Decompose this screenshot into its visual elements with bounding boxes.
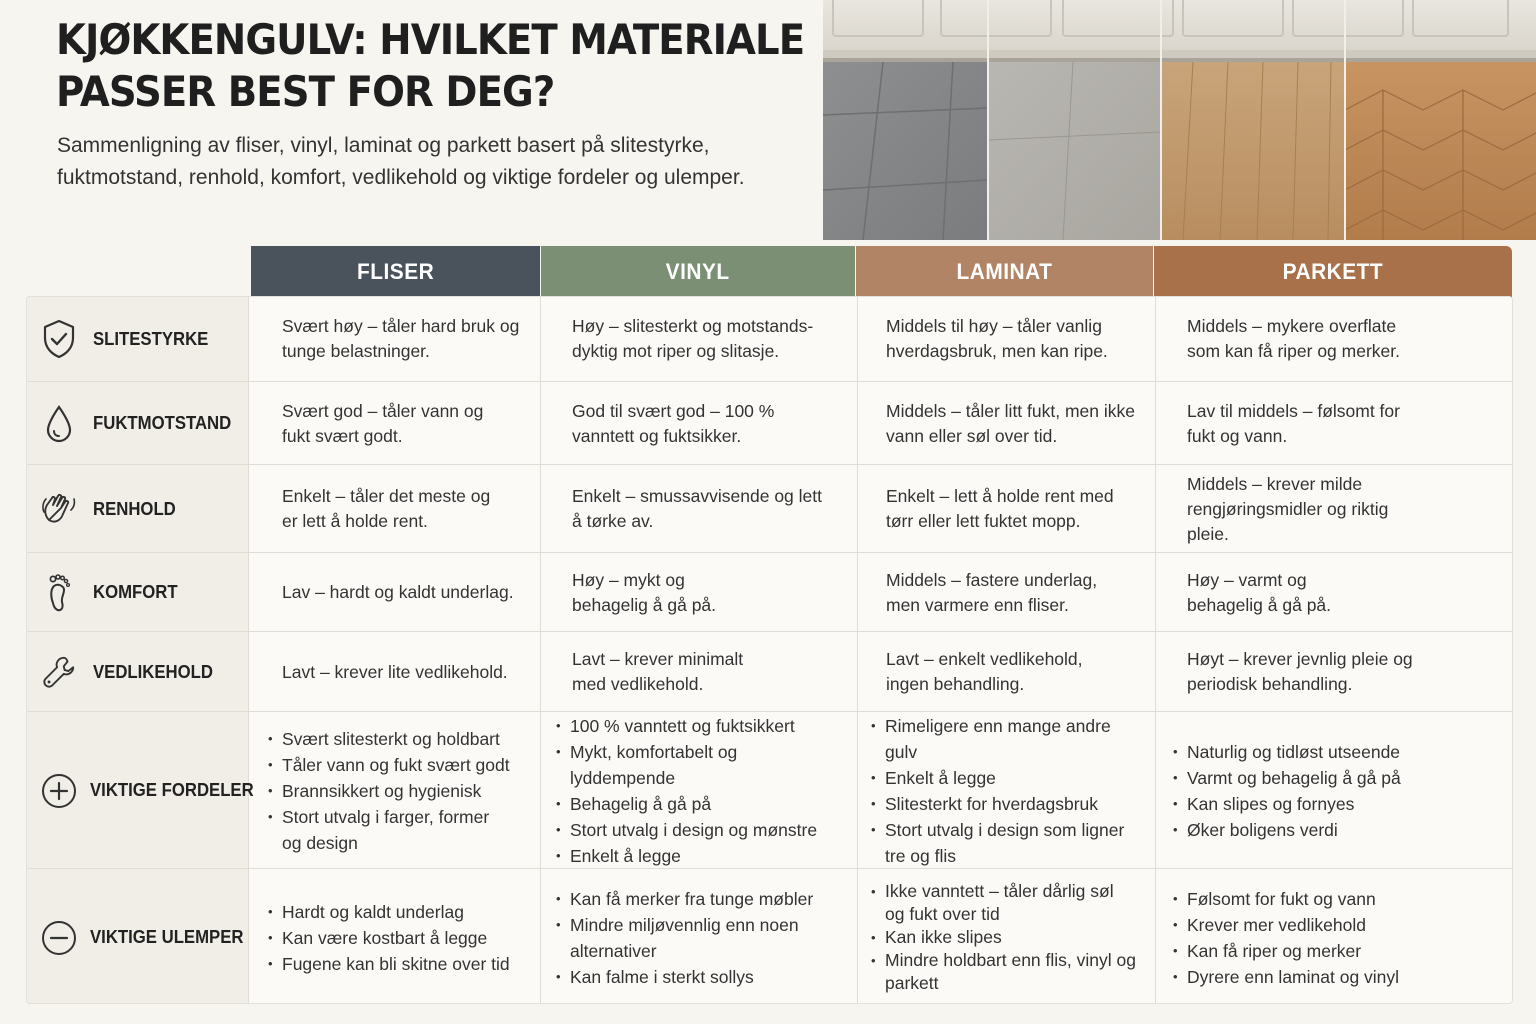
list-vinyl-fordeler (540, 713, 857, 869)
table-row (27, 711, 1513, 868)
table-row (27, 381, 1513, 464)
cell-parkett (1155, 632, 1513, 712)
list-item: • Rimeligere enn mange andre gulv (871, 713, 1145, 765)
list-item: • Kan være kostbart å legge (268, 925, 510, 951)
row-header-fordeler (27, 712, 254, 869)
column-header-label: LAMINAT (956, 258, 1053, 284)
row-header-ulemper (27, 869, 248, 1004)
cell-text: Enkelt – tåler det meste og er lett å holde rent. (282, 486, 491, 531)
cell-fliser (248, 553, 540, 632)
row-header-komfort (27, 553, 248, 632)
cell-laminat (857, 297, 1155, 381)
row-header-renhold (27, 465, 248, 553)
list-item: • Behagelig å gå på (556, 791, 847, 817)
cell-fliser (248, 382, 540, 465)
column-header-label: FLISER (356, 258, 435, 284)
cell-text: Høy – varmt og behagelig å gå på. (1187, 569, 1332, 615)
cell-parkett (1155, 869, 1513, 1004)
cell-vinyl (540, 869, 857, 1004)
cell-text: Høy – mykt og behagelig å gå på. (572, 569, 717, 615)
cell-fliser (248, 465, 540, 553)
wrench-icon (41, 652, 77, 692)
list-item: • Stort utvalg i farger, former og design (268, 804, 530, 856)
cell-fliser (248, 869, 540, 1004)
list-laminat-fordeler (857, 713, 1155, 869)
cell-fliser (248, 632, 540, 712)
list-item: • Tåler vann og fukt svært godt (268, 752, 530, 778)
water-drop-icon (41, 404, 77, 444)
cell-text: Lav – hardt og kaldt underlag. (282, 582, 514, 602)
list-item: • Mindre holdbart enn flis, vinyl og parkett (871, 949, 1145, 995)
list-fliser-fordeler (248, 726, 540, 856)
table-body (26, 296, 1513, 1004)
floor-samples-photo (823, 0, 1536, 240)
cell-fliser (248, 712, 540, 869)
list-item: • Fugene kan bli skitne over tid (268, 951, 510, 977)
list-item: • Kan slipes og fornyes (1173, 791, 1401, 817)
column-header-label: VINYL (666, 258, 730, 284)
table-row (27, 631, 1513, 711)
row-label: VEDLIKEHOLD (93, 661, 213, 682)
table-row (27, 464, 1513, 552)
list-item: • Enkelt å legge (556, 843, 847, 869)
title-line-2: PASSER BEST FOR DEG? (56, 67, 555, 116)
cell-parkett (1155, 382, 1513, 465)
list-item: • Varmt og behagelig å gå på (1173, 765, 1401, 791)
comparison-table (26, 246, 1513, 1004)
title-line-1: KJØKKENGULV: HVILKET MATERIALE (56, 15, 805, 64)
cell-vinyl (540, 553, 857, 632)
minus-circle-icon (41, 918, 77, 958)
cell-vinyl (540, 297, 857, 381)
row-header-vedlikehold (27, 632, 248, 712)
column-header-laminat (856, 246, 1153, 297)
shield-check-icon (41, 319, 77, 359)
list-parkett-fordeler (1155, 739, 1411, 843)
cell-text: Svært høy – tåler hard bruk og tunge belastninger. (282, 316, 520, 361)
list-item: • Følsomt for fukt og vann (1173, 886, 1399, 912)
cell-vinyl (540, 465, 857, 553)
cell-text: Middels – tåler litt fukt, men ikke vann eller søl over tid. (886, 400, 1135, 446)
table-row (27, 552, 1513, 631)
column-header-parkett (1154, 246, 1512, 297)
list-item: • Enkelt å legge (871, 765, 1145, 791)
row-label: KOMFORT (93, 582, 178, 602)
cell-vinyl (540, 382, 857, 465)
cell-text: Middels – krever milde rengjøringsmidler og riktig pleie. (1187, 473, 1389, 544)
list-item: • Ikke vanntett – tåler dårlig søl og fukt over tid (871, 880, 1145, 926)
page-subtitle (57, 130, 777, 194)
cell-parkett (1155, 465, 1513, 553)
subtitle-line-2: fuktmotstand, renhold, komfort, vedlikehold og viktige fordeler og ulemper. (57, 166, 745, 189)
cell-laminat (857, 465, 1155, 553)
page-title (56, 14, 805, 118)
row-header-fuktmotstand (27, 382, 248, 465)
list-item: • Slitesterkt for hverdagsbruk (871, 791, 1145, 817)
list-item: • Svært slitesterkt og holdbart (268, 726, 530, 752)
cell-parkett (1155, 712, 1513, 869)
cell-parkett (1155, 553, 1513, 632)
cell-laminat (857, 869, 1155, 1004)
list-item: • Naturlig og tidløst utseende (1173, 739, 1401, 765)
list-item: • Krever mer vedlikehold (1173, 912, 1399, 938)
cell-text: Lavt – enkelt vedlikehold, ingen behandling. (886, 649, 1083, 694)
list-item: • Kan få merker fra tunge møbler (556, 886, 817, 912)
cell-text: Lavt – krever minimalt med vedlikehold. (572, 649, 744, 694)
list-vinyl-ulemper (540, 886, 857, 990)
row-label: VIKTIGE ULEMPER (90, 927, 244, 947)
list-item: • Stort utvalg i design som ligner tre og flis (871, 817, 1145, 869)
column-header-fliser (251, 246, 540, 297)
cell-laminat (857, 382, 1155, 465)
row-label: SLITESTYRKE (93, 328, 209, 349)
list-parkett-ulemper (1155, 886, 1409, 990)
cell-text: Middels til høy – tåler vanlig hverdagsbruk, men kan ripe. (886, 316, 1108, 361)
list-item: • Mindre miljøvennlig enn noen alternativer (556, 912, 817, 964)
cell-text: Lav til middels – følsomt for fukt og vann. (1187, 400, 1400, 446)
cell-text: Høy – slitesterkt og motstands-dyktig mot riper og slitasje. (572, 316, 814, 361)
cell-text: Svært god – tåler vann og fukt svært godt. (282, 400, 484, 446)
list-item: • Kan få riper og merker (1173, 938, 1399, 964)
cell-laminat (857, 712, 1155, 869)
list-item: • 100 % vanntett og fuktsikkert (556, 713, 847, 739)
row-label: RENHOLD (93, 498, 176, 519)
column-header-label: PARKETT (1282, 258, 1384, 284)
list-laminat-ulemper (857, 880, 1155, 995)
cell-text: Middels – fastere underlag, men varmere enn fliser. (886, 569, 1098, 615)
list-fliser-ulemper (248, 899, 520, 977)
list-item: • Mykt, komfortabelt og lyddempende (556, 739, 847, 791)
subtitle-line-1: Sammenligning av fliser, vinyl, laminat og parkett basert på slitestyrke, (57, 134, 710, 157)
list-item: • Dyrere enn laminat og vinyl (1173, 964, 1399, 990)
row-label: VIKTIGE FORDELER (90, 780, 254, 800)
cell-text: Middels – mykere overflate som kan få riper og merker. (1187, 316, 1400, 361)
row-label: FUKTMOTSTAND (93, 413, 232, 433)
cell-text: God til svært god – 100 % vanntett og fuktsikker. (572, 400, 775, 446)
table-row (27, 297, 1513, 381)
cell-parkett (1155, 297, 1513, 381)
list-item: • Hardt og kaldt underlag (268, 899, 510, 925)
cell-laminat (857, 553, 1155, 632)
footprint-icon (41, 573, 77, 613)
cell-text: Høyt – krever jevnlig pleie og periodisk behandling. (1187, 649, 1413, 694)
list-item: • Brannsikkert og hygienisk (268, 778, 530, 804)
cell-laminat (857, 632, 1155, 712)
row-header-slitestyrke (27, 297, 248, 381)
list-item: • Øker boligens verdi (1173, 817, 1401, 843)
cell-vinyl (540, 632, 857, 712)
cleaning-hand-icon (41, 489, 77, 529)
list-item: • Kan ikke slipes (871, 926, 1145, 949)
cell-text: Enkelt – smussavvisende og lett å tørke av. (572, 486, 822, 531)
column-header-vinyl (541, 246, 855, 297)
list-item: • Kan falme i sterkt sollys (556, 964, 817, 990)
cell-text: Enkelt – lett å holde rent med tørr eller lett fuktet mopp. (886, 486, 1114, 531)
plus-circle-icon (41, 771, 77, 811)
cell-text: Lavt – krever lite vedlikehold. (282, 661, 508, 682)
cell-vinyl (540, 712, 857, 869)
table-row (27, 868, 1513, 1004)
list-item: • Stort utvalg i design og mønstre (556, 817, 847, 843)
cell-fliser (248, 297, 540, 381)
